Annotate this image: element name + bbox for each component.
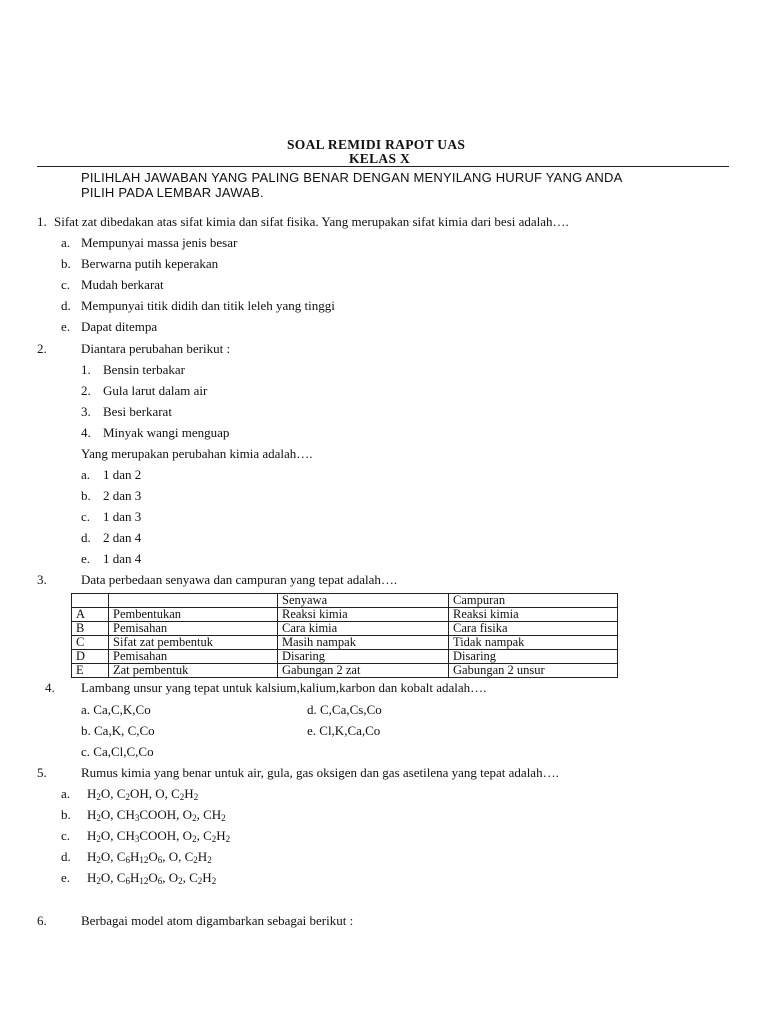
- question-1-option-marker: c.: [61, 277, 71, 292]
- question-4-option-b: b. Ca,K, C,Co: [81, 723, 155, 738]
- question-2-option-marker: b.: [81, 488, 91, 503]
- question-2-item-text: Besi berkarat: [103, 404, 172, 419]
- question-2-option-text: 1 dan 3: [103, 509, 142, 524]
- formula-part: H: [87, 849, 97, 864]
- formula-part: O, CH: [100, 828, 135, 843]
- table-header-cell: Senyawa: [278, 594, 449, 608]
- table-cell: C: [72, 636, 109, 650]
- formula-part: O: [148, 849, 158, 864]
- formula-subscript: 3: [134, 834, 140, 844]
- formula-part: OH, O, C: [129, 786, 180, 801]
- formula-part: H: [184, 786, 194, 801]
- question-5-option-marker: b.: [61, 807, 71, 822]
- question-4-text: Lambang unsur yang tepat untuk kalsium,kalium,karbon dan kobalt adalah….: [81, 680, 487, 695]
- question-1-option-text: Dapat ditempa: [81, 319, 158, 334]
- question-5-option-marker: e.: [61, 870, 71, 885]
- question-2-option-text: 2 dan 4: [103, 530, 142, 545]
- table-cell: Sifat zat pembentuk: [109, 636, 278, 650]
- formula-subscript: 2: [192, 813, 197, 823]
- formula-subscript: 2: [179, 792, 185, 802]
- question-2-option-marker: c.: [81, 509, 91, 524]
- question-5-option-formula: [87, 786, 198, 802]
- formula-subscript: 2: [211, 834, 217, 844]
- table-cell: Cara fisika: [449, 622, 618, 636]
- formula-part: H: [129, 849, 140, 864]
- question-2-item-marker: 2.: [81, 383, 91, 398]
- formula-part: , O, C: [162, 849, 194, 864]
- formula-subscript: 2: [197, 876, 203, 886]
- table-header-cell: Campuran: [449, 594, 618, 608]
- table-cell: Gabungan 2 zat: [278, 664, 449, 678]
- formula-subscript: 2: [192, 834, 197, 844]
- formula-part: , O: [162, 870, 179, 885]
- question-2-option-marker: a.: [81, 467, 91, 482]
- formula-subscript: 6: [125, 855, 130, 865]
- question-1-option-marker: b.: [61, 256, 71, 271]
- table-cell: Reaksi kimia: [449, 608, 618, 622]
- question-3-text: Data perbedaan senyawa dan campuran yang tepat adalah….: [81, 572, 398, 587]
- question-2-number: 2.: [37, 341, 47, 356]
- formula-subscript: 2: [207, 855, 212, 865]
- formula-part: , CH: [196, 807, 222, 822]
- table-row: [72, 608, 618, 622]
- question-2-item-marker: 1.: [81, 362, 91, 377]
- formula-subscript: 2: [193, 792, 199, 802]
- question-2-item-text: Bensin terbakar: [103, 362, 185, 377]
- formula-subscript: 6: [125, 876, 130, 886]
- table-cell: Disaring: [449, 650, 618, 664]
- formula-subscript: 2: [225, 834, 231, 844]
- formula-subscript: 3: [134, 813, 140, 823]
- formula-subscript: 6: [157, 855, 163, 865]
- formula-part: COOH, O: [139, 828, 193, 843]
- question-2-item-marker: 4.: [81, 425, 91, 440]
- question-5-option-marker: a.: [61, 786, 71, 801]
- question-2-text: Diantara perubahan berikut :: [81, 341, 231, 356]
- question-4-option-e: e. Cl,K,Ca,Co: [307, 723, 381, 738]
- table-cell: Masih nampak: [278, 636, 449, 650]
- header-divider: [37, 166, 729, 167]
- formula-part: H: [87, 807, 97, 822]
- question-2-question: Yang merupakan perubahan kimia adalah….: [81, 446, 313, 461]
- question-2-item-marker: 3.: [81, 404, 91, 419]
- question-4-number: 4.: [45, 680, 55, 695]
- question-1-option-text: Mempunyai titik didih dan titik leleh yang tinggi: [81, 298, 335, 313]
- question-6-text: Berbagai model atom digambarkan sebagai berikut :: [81, 913, 354, 928]
- table-header-row: [72, 594, 618, 608]
- formula-part: H: [87, 828, 97, 843]
- formula-part: O, C: [100, 870, 126, 885]
- formula-part: , C: [196, 828, 212, 843]
- question-4-option-c: c. Ca,Cl,C,Co: [81, 744, 154, 759]
- formula-subscript: 2: [96, 813, 101, 823]
- table-cell: Reaksi kimia: [278, 608, 449, 622]
- question-1-option-marker: d.: [61, 298, 71, 313]
- formula-subscript: 12: [139, 876, 149, 886]
- question-2-item-text: Gula larut dalam air: [103, 383, 208, 398]
- formula-subscript: 2: [96, 876, 101, 886]
- instruction-line-2: PILIH PADA LEMBAR JAWAB.: [81, 185, 264, 200]
- question-4-option-d: d. C,Ca,Cs,Co: [307, 702, 382, 717]
- formula-subscript: 12: [139, 855, 149, 865]
- formula-part: H: [87, 786, 97, 801]
- formula-subscript: 2: [193, 855, 198, 865]
- formula-part: H: [197, 849, 208, 864]
- question-2-option-marker: e.: [81, 551, 91, 566]
- formula-subscript: 2: [211, 876, 217, 886]
- question-3-number: 3.: [37, 572, 47, 587]
- page-title: SOAL REMIDI RAPOT UAS: [287, 137, 466, 152]
- table-cell: Cara kimia: [278, 622, 449, 636]
- question-1-option-text: Mempunyai massa jenis besar: [81, 235, 238, 250]
- question-5-option-marker: c.: [61, 828, 71, 843]
- formula-subscript: 2: [178, 876, 183, 886]
- table-row: [72, 636, 618, 650]
- question-5-option-formula: [87, 870, 216, 886]
- table-row: [72, 622, 618, 636]
- comparison-table: [71, 593, 618, 678]
- question-5-number: 5.: [37, 765, 47, 780]
- question-2-option-text: 1 dan 4: [103, 551, 142, 566]
- formula-part: O, C: [100, 849, 126, 864]
- question-1-text: Sifat zat dibedakan atas sifat kimia dan sifat fisika. Yang merupakan sifat kimia dari besi adalah….: [54, 214, 569, 229]
- question-5-option-formula: [87, 828, 230, 844]
- question-2-item-text: Minyak wangi menguap: [103, 425, 230, 440]
- table-header-cell: [72, 594, 109, 608]
- formula-part: , C: [182, 870, 198, 885]
- table-row: [72, 650, 618, 664]
- question-2-option-text: 1 dan 2: [103, 467, 142, 482]
- table-cell: D: [72, 650, 109, 664]
- formula-part: O, CH: [100, 807, 135, 822]
- formula-subscript: 2: [96, 855, 101, 865]
- question-2-option-marker: d.: [81, 530, 91, 545]
- question-1-option-text: Mudah berkarat: [81, 277, 164, 292]
- table-cell: E: [72, 664, 109, 678]
- formula-subscript: 2: [96, 792, 101, 802]
- question-5-option-marker: d.: [61, 849, 71, 864]
- question-1-option-marker: a.: [61, 235, 71, 250]
- question-4-option-a: a. Ca,C,K,Co: [81, 702, 151, 717]
- formula-subscript: 6: [157, 876, 163, 886]
- class-subtitle: KELAS X: [349, 151, 410, 166]
- question-1-option-marker: e.: [61, 319, 71, 334]
- table-cell: Pemisahan: [109, 622, 278, 636]
- formula-subscript: 2: [96, 834, 101, 844]
- table-cell: Disaring: [278, 650, 449, 664]
- formula-part: COOH, O: [139, 807, 193, 822]
- formula-part: O, C: [100, 786, 126, 801]
- question-5-option-formula: [87, 807, 226, 823]
- question-2-option-text: 2 dan 3: [103, 488, 142, 503]
- table-cell: A: [72, 608, 109, 622]
- table-cell: B: [72, 622, 109, 636]
- formula-subscript: 2: [125, 792, 130, 802]
- table-cell: Zat pembentuk: [109, 664, 278, 678]
- formula-part: O: [148, 870, 158, 885]
- question-1-option-text: Berwarna putih keperakan: [81, 256, 219, 271]
- question-5-text: Rumus kimia yang benar untuk air, gula, gas oksigen dan gas asetilena yang tepat adalah….: [81, 765, 559, 780]
- question-6-number: 6.: [37, 913, 47, 928]
- question-5-option-formula: [87, 849, 212, 865]
- formula-part: H: [202, 870, 212, 885]
- table-cell: Tidak nampak: [449, 636, 618, 650]
- formula-part: H: [87, 870, 97, 885]
- table-row: [72, 664, 618, 678]
- table-cell: Pembentukan: [109, 608, 278, 622]
- question-1-number: 1.: [37, 214, 47, 229]
- formula-subscript: 2: [221, 813, 226, 823]
- table-header-cell: [109, 594, 278, 608]
- instruction-line-1: PILIHLAH JAWABAN YANG PALING BENAR DENGAN MENYILANG HURUF YANG ANDA: [81, 170, 623, 185]
- formula-part: H: [216, 828, 226, 843]
- formula-part: H: [129, 870, 140, 885]
- table-cell: Pemisahan: [109, 650, 278, 664]
- table-cell: Gabungan 2 unsur: [449, 664, 618, 678]
